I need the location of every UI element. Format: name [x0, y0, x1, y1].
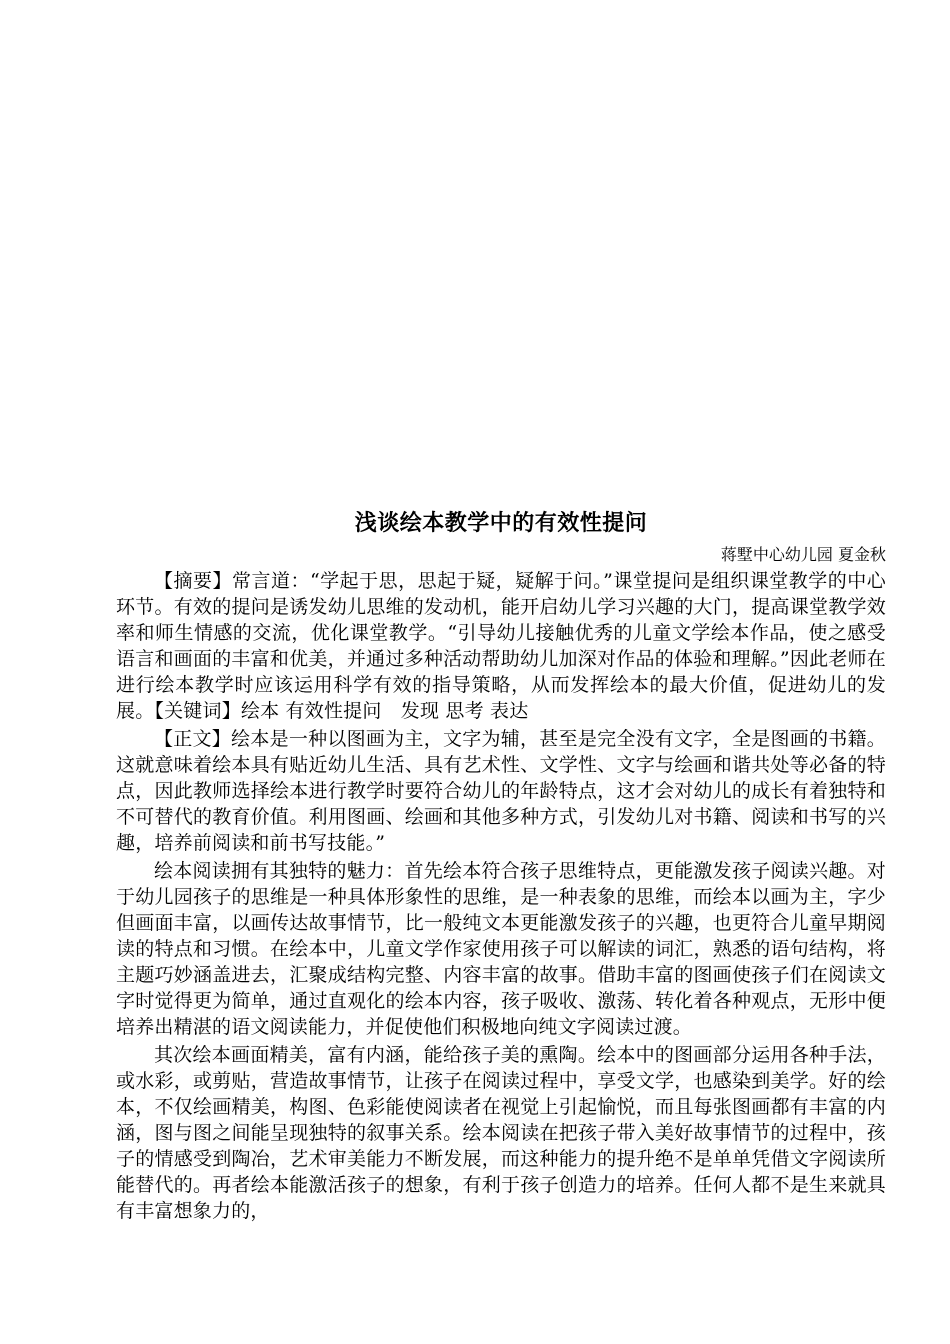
document-content	[116, 506, 886, 1226]
document-title: 浅谈绘本教学中的有效性提问	[354, 510, 648, 536]
body-paragraph-2: 绘本阅读拥有其独特的魅力：首先绘本符合孩子思维特点，更能激发孩子阅读兴趣。对于幼儿园孩子的思维是一种具体形象性的思维，是一种表象的思维，而绘本以画为主，字少但画面丰富，以画传达故事情节，比一般纯文本更能激发孩子的兴趣，也更符合儿童早期阅读的特点和习惯。在绘本中，儿童文学作家使用孩子可以解读的词汇，熟悉的语句结构，将主题巧妙涵盖进去，汇聚成结构完整、内容丰富的故事。借助丰富的图画使孩子们在阅读文字时觉得更为简单，通过直观化的绘本内容，孩子吸收、激荡、转化着各种观点，无形中便培养出精湛的语文阅读能力，并促使他们积极地向纯文字阅读过渡。	[116, 860, 886, 1038]
abstract-paragraph: 【摘要】常言道：“学起于思，思起于疑，疑解于问。”课堂提问是组织课堂教学的中心环节。有效的提问是诱发幼儿思维的发动机，能开启幼儿学习兴趣的大门，提高课堂教学效率和师生情感的交流，优化课堂教学。“引导幼儿接触优秀的儿童文学绘本作品，使之感受语言和画面的丰富和优美，并通过多种活动帮助幼儿加深对作品的体验和理解。”因此老师在进行绘本教学时应该运用科学有效的指导策略，从而发挥绘本的最大价值，促进幼儿的发展。【关键词】绘本 有效性提问 发现 思考 表达	[116, 570, 886, 722]
author-line: 蒋墅中心幼儿园 夏金秋	[720, 545, 886, 564]
body-paragraph-3: 其次绘本画面精美，富有内涵，能给孩子美的熏陶。绘本中的图画部分运用各种手法，或水彩，或剪贴，营造故事情节，让孩子在阅读过程中，享受文学，也感染到美学。好的绘本，不仅绘画精美，构图、色彩能使阅读者在视觉上引起愉悦，而且每张图画都有丰富的内涵，图与图之间能呈现独特的叙事关系。绘本阅读在把孩子带入美好故事情节的过程中，孩子的情感受到陶冶，艺术审美能力不断发展，而这种能力的提升绝不是单单凭借文字阅读所能替代的。再者绘本能激活孩子的想象，有利于孩子创造力的培养。任何人都不是生来就具有丰富想象力的，	[116, 1044, 886, 1222]
body-paragraph-1: 【正文】绘本是一种以图画为主，文字为辅，甚至是完全没有文字，全是图画的书籍。这就意味着绘本具有贴近幼儿生活、具有艺术性、文学性、文字与绘画和谐共处等必备的特点，因此教师选择绘本进行教学时要符合幼儿的年龄特点，这才会对幼儿的成长有着独特和不可替代的教育价值。利用图画、绘画和其他多种方式，引发幼儿对书籍、阅读和书写的兴趣，培养前阅读和前书写技能。”	[116, 728, 886, 854]
